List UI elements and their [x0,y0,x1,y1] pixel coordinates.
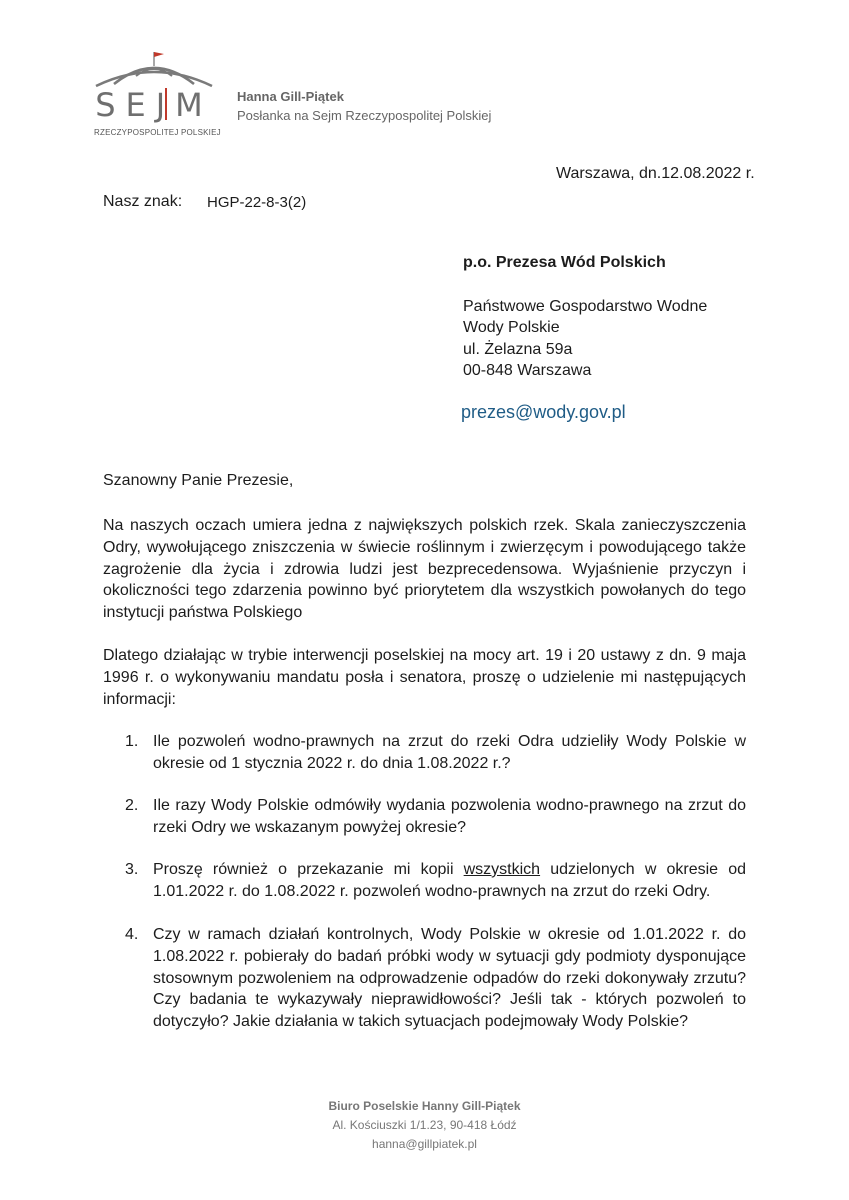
author-role: Posłanka na Sejm Rzeczypospolitej Polskiej [237,108,492,123]
list-text-part: Proszę również o przekazanie mi kopii [153,861,464,878]
list-text: Ile razy Wody Polskie odmówiły wydania pozwolenia wodno-prawnego na zrzut do rzeki Odry we wskazanym powyżej okresie? [153,797,746,836]
recipient-block [463,252,707,382]
footer-email[interactable]: hanna@gillpiatek.pl [372,1137,477,1151]
list-number: 1. [125,733,139,750]
greeting: Szanowny Panie Prezesie, [103,472,294,489]
list-number: 2. [125,797,139,814]
recipient-line: Wody Polskie [463,319,560,336]
paragraph: Na naszych oczach umiera jedna z największych polskich rzek. Skala zanieczyszczenia Odry, wywołującego zniszczenia w świecie roślinnym i zwierzęcym i powodującego także zagrożenie dla życia i zdrowia ludzi jest bezprecedensowa. Wyjaśnienie przyczyn i okoliczności tego zdarzenia powinno być priorytetem dla wszystkich powołanych do tego instytucji państwa Polskiego [103,517,746,622]
footer-office: Biuro Poselskie Hanny Gill-Piątek [328,1099,521,1113]
list-item [125,731,746,775]
recipient-line: Państwowe Gospodarstwo Wodne [463,297,708,315]
sejm-emblem-icon [92,48,216,128]
sejm-logo-text: SEJM [95,86,213,124]
letter-date: Warszawa, dn.12.08.2022 r. [556,165,755,182]
list-text: Czy w ramach działań kontrolnych, Wody Polskie w okresie od 1.01.2022 r. do 1.08.2022 r. pobierały do badań próbki wody w sytuacji gdy podmioty dysponujące stosownym pozwoleniem na odprowadzenie odpadów do rzeki dokonywały zrzutu? Czy badania te wykazywały nieprawidłowości? Jeśli tak - których pozwoleń to dotyczyło? Jakie działania w takich sytuacjach podejmowały Wody Polskie? [153,926,746,1031]
reference-value: HGP-22-8-3(2) [207,194,307,211]
list-item [125,795,746,839]
list-number: 4. [125,926,139,943]
list-item [125,859,746,903]
list-text: Ile pozwoleń wodno-prawnych na zrzut do rzeki Odra udzieliły Wody Polskie w okresie od 1 stycznia 2022 r. do dnia 1.08.2022 r.? [153,733,746,772]
author-name: Hanna Gill-Piątek [237,89,344,104]
recipient-title: p.o. Prezesa Wód Polskich [463,254,666,271]
reference-label: Nasz znak: [103,193,183,210]
paragraph: Dlatego działając w trybie interwencji poselskiej na mocy art. 19 i 20 ustawy z dn. 9 maja 1996 r. o wykonywaniu mandatu posła i senatora, proszę o udzielenie mi następujących informacji: [103,647,746,708]
recipient-line: 00-848 Warszawa [463,362,592,379]
list-text-part: udzielonych w okresie od 1.01.2022 r. do 1.08.2022 r. pozwoleń wodno-prawnych na zrzut do rzeki Odry. [153,861,746,900]
list-text [153,859,746,903]
recipient-line: ul. Żelazna 59a [463,340,573,358]
footer [0,1097,849,1154]
list-item [125,924,746,1033]
recipient-email-link[interactable]: prezes@wody.gov.pl [461,402,626,422]
logo-caption: RZECZYPOSPOLITEJ POLSKIEJ [94,128,221,137]
footer-address: Al. Kościuszki 1/1.23, 90-418 Łódź [332,1118,517,1132]
list-number: 3. [125,861,139,878]
underlined-word: wszystkich [463,861,541,878]
